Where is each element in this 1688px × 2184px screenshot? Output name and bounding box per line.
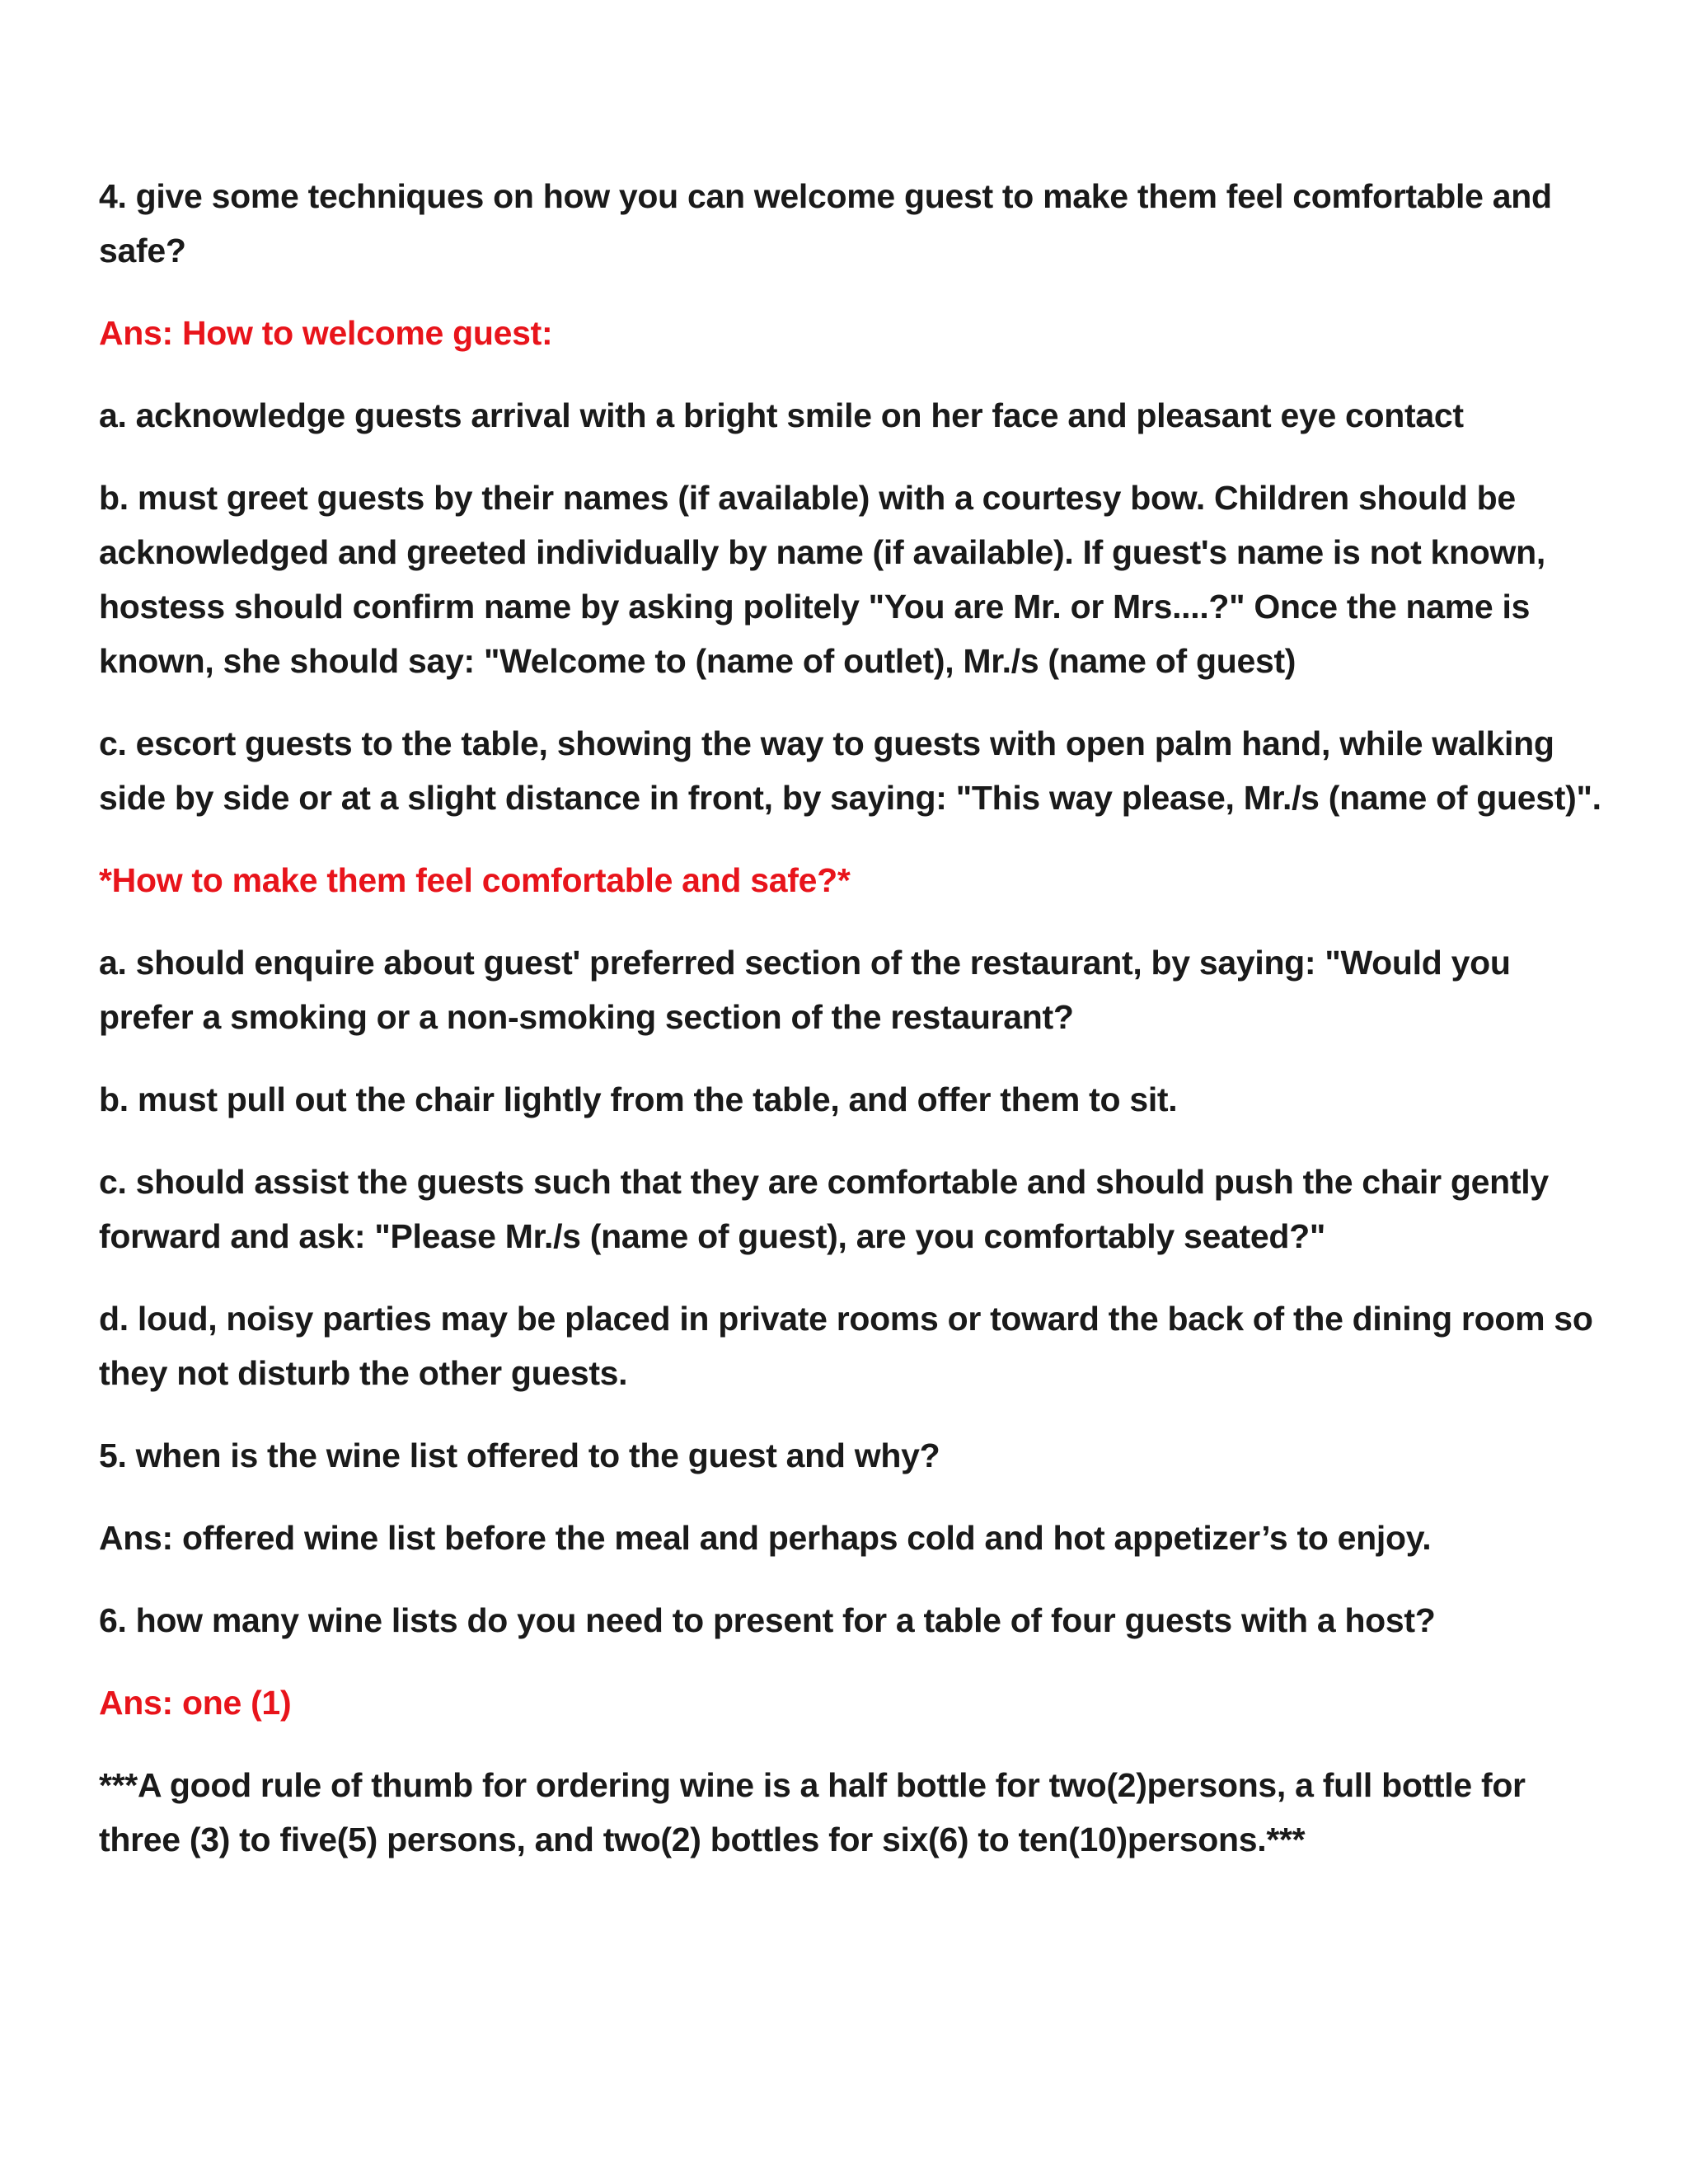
comfort-heading: *How to make them feel comfortable and safe?* (99, 861, 851, 899)
comfort-item-b: b. must pull out the chair lightly from the table, and offer them to sit. (99, 1080, 1178, 1118)
question-4: 4. give some techniques on how you can welcome guest to make them feel comfortable and safe? (99, 177, 1552, 269)
wine-rule-note: ***A good rule of thumb for ordering wine is a half bottle for two(2)persons, a full bottle for three (3) to five(5) persons, and two(2) bottles for six(6) to ten(10)persons.*** (99, 1766, 1526, 1858)
comfort-item-c: c. should assist the guests such that they are comfortable and should push the chair gently forward and ask: "Please Mr./s (name of guest), are you comfortably seated?" (99, 1163, 1549, 1255)
answer-4-item-a: a. acknowledge guests arrival with a bright smile on her face and pleasant eye contact (99, 396, 1464, 434)
question-6: 6. how many wine lists do you need to present for a table of four guests with a host? (99, 1601, 1436, 1639)
answer-6: Ans: one (1) (99, 1684, 292, 1722)
answer-5: Ans: offered wine list before the meal and perhaps cold and hot appetizer’s to enjoy. (99, 1519, 1432, 1557)
question-5: 5. when is the wine list offered to the guest and why? (99, 1436, 940, 1474)
comfort-item-a: a. should enquire about guest' preferred section of the restaurant, by saying: "Would you prefer a smoking or a non-smoking section of the restaurant? (99, 944, 1511, 1036)
document-page (99, 169, 1607, 1895)
comfort-item-d: d. loud, noisy parties may be placed in private rooms or toward the back of the dining room so they not disturb the other guests. (99, 1300, 1593, 1392)
answer-4-heading: Ans: How to welcome guest: (99, 314, 553, 352)
answer-4-item-c: c. escort guests to the table, showing the way to guests with open palm hand, while walking side by side or at a slight distance in front, by saying: "This way please, Mr./s (name of guest)". (99, 724, 1601, 817)
answer-4-item-b: b. must greet guests by their names (if available) with a courtesy bow. Children should be acknowledged and greeted individually by name (if available). If guest's name is not known, hostess should confirm name by asking politely "You are Mr. or Mrs....?" Once the name is known, she should say: "Welcome to (name of outlet), Mr./s (name of guest) (99, 479, 1545, 680)
